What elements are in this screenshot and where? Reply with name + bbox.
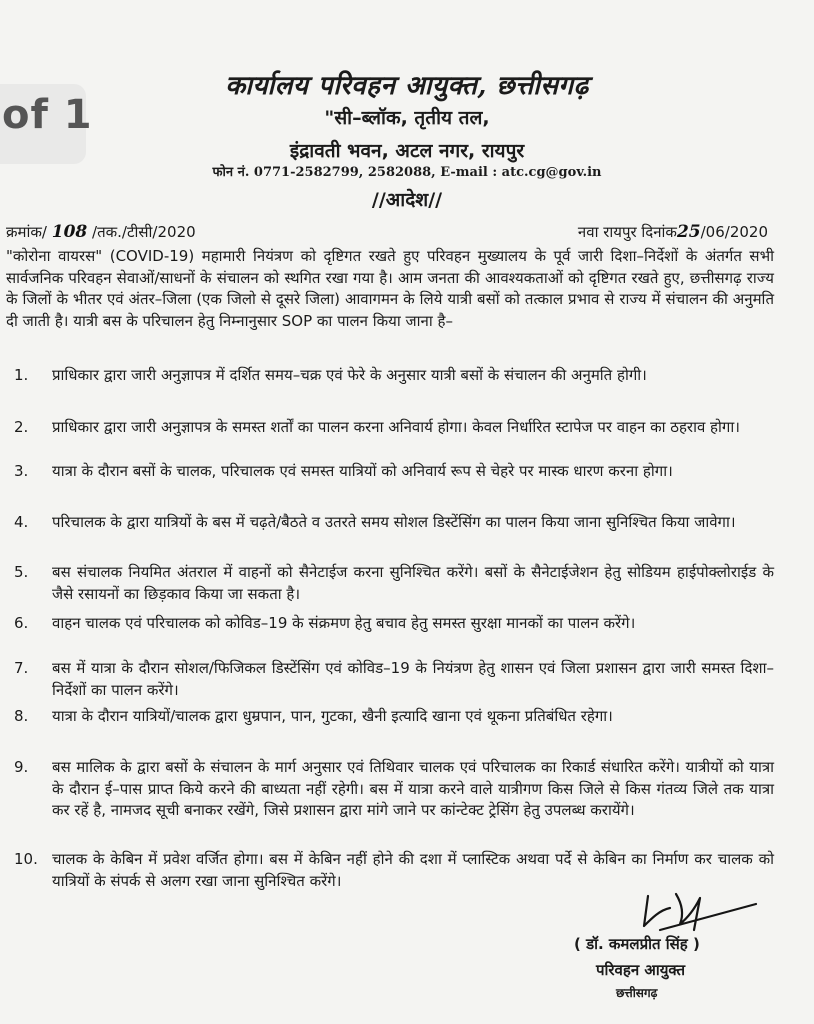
sop-item-number: 2. [14,418,29,436]
sop-item-number: 4. [14,513,29,531]
reference-line [6,222,768,246]
signatory-name: ( डॉ. कमलप्रीत सिंह ) [574,935,700,953]
order-number-prefix: क्रमांक/ [6,223,47,241]
sop-item-text: यात्रा के दौरान यात्रियों/चालक द्वारा धुम्रपान, पान, गुटका, खैनी इत्यादि खाना एवं थूकना प्रतिबंधित रहेगा। [52,707,613,725]
contact-line: फोन नं. 0771-2582799, 2582088, E-mail : atc.cg@gov.in [212,165,602,180]
sop-item-number: 7. [14,659,29,677]
office-title: कार्यालय परिवहन आयुक्त, छत्तीसगढ़ [225,71,589,101]
order-title: //आदेश// [371,189,443,211]
sop-item-text: बस मालिक के द्वारा बसों के संचालन के मार्ग अनुसार एवं तिथिवार चालक एवं परिचालक का रिकार्ड संधारित करेंगे। यात्रीयों को यात्रा के दौरान ई–पास प्राप्त किये करने की बाध्यता नहीं रहेगी। बस में यात्रा करने वाले यात्रीगण किस जिले से किस गंतव्य जिले तक यात्रा कर रहें है, नामजद सूची बनाकर रखेंगे, जिसे प्रशासन द्वारा मांगे जाने पर कांन्टेक्ट ट्रेसिंग हेतु उपलब्ध करायेंगे। [52,758,774,819]
address-line-1: "सी–ब्लॉक, तृतीय तल, [324,107,490,129]
sop-item-text: यात्रा के दौरान बसों के चालक, परिचालक एवं समस्त यात्रियों को अनिवार्य रूप से चेहरे पर मास्क धारण करना होगा। [52,462,673,480]
order-date-prefix: नवा रायपुर दिनांक [577,223,677,241]
order-date [578,222,768,242]
order-date-day-handwritten: 25 [676,222,701,242]
order-date-rest: /06/2020 [700,223,768,241]
order-number-suffix: /तक./टीसी/2020 [92,223,196,241]
sop-item-text: चालक के केबिन में प्रवेश वर्जित होगा। बस में केबिन नहीं होने की दशा में प्लास्टिक अथवा पर्दे से केबिन का निर्माण कर चालक को यात्रियों के संपर्क से अलग रखा जाना सुनिश्चित करेंगे। [52,850,774,890]
order-number [6,222,196,242]
signatory-state: छत्तीसगढ़ [616,986,658,1000]
sop-item-number: 8. [14,707,29,725]
sop-item-text: वाहन चालक एवं परिचालक को कोविड–19 के संक्रमण हेतु बचाव हेतु समस्त सुरक्षा मानकों का पालन करेंगे। [52,614,636,632]
sop-item-text: प्राधिकार द्वारा जारी अनुज्ञापत्र में दर्शित समय–चक्र एवं फेरे के अनुसार यात्री बसों के संचालन की अनुमति होगी। [52,366,647,384]
signature-block [560,890,780,1020]
sop-item-text: प्राधिकार द्वारा जारी अनुज्ञापत्र के समस्त शर्तों का पालन करना अनिवार्य होगा। केवल निर्धारित स्टापेज पर वाहन का ठहराव होगा। [52,418,740,436]
sop-item-number: 10. [14,850,38,868]
intro-paragraph: "कोरोना वायरस" (COVID-19) महामारी नियंत्रण को दृष्टिगत रखते हुए परिवहन मुख्यालय के पूर्व जारी दिशा–निर्देशों के अंतर्गत सभी सार्वजनिक परिवहन सेवाओं/साधनों के संचालन को स्थगित रखा गया है। आम जनता की आवश्यकताओं को दृष्टिगत रखते हुए, छत्तीसगढ़ राज्य के जिलों के भीतर एवं अंतर–जिला (एक जिलो से दूसरे जिला) आवागमन के लिये यात्री बसों को तत्काल प्रभाव से राज्य में संचालन की अनुमति दी जाती है। यात्री बस के परिचालन हेतु निम्नानुसार SOP का पालन किया जाना है– [6,247,774,330]
sop-item-number: 3. [14,462,29,480]
sop-item-number: 5. [14,563,29,581]
sop-item-text: बस में यात्रा के दौरान सोशल/फिजिकल डिस्टेंसिंग एवं कोविड–19 के नियंत्रण हेतु शासन एवं जिला प्रशासन द्वारा जारी समस्त दिशा–निर्देशों का पालन करेंगे। [52,659,774,699]
page-indicator: of 1 [2,92,93,138]
signatory-designation: परिवहन आयुक्त [596,961,686,979]
sop-item-number: 6. [14,614,29,632]
sop-item-text: बस संचालक नियमित अंतराल में वाहनों को सैनेटाईज करना सुनिश्चित करेंगे। बसों के सैनेटाईजेशन हेतु सोडियम हाईपोक्लोराईड के जैसे रसायनों का छिड़काव किया जा सकता है। [52,563,774,603]
signature-scribble [630,890,760,936]
sop-item-number: 1. [14,366,29,384]
order-number-handwritten: 108 [51,222,88,242]
address-line-2: इंद्रावती भवन, अटल नगर, रायपुर [289,140,525,162]
sop-item-number: 9. [14,758,29,776]
sop-item-text: परिचालक के द्वारा यात्रियों के बस में चढ़ते/बैठते व उतरते समय सोशल डिस्टेंसिंग का पालन किया जाना सुनिश्चित किया जावेगा। [52,513,736,531]
